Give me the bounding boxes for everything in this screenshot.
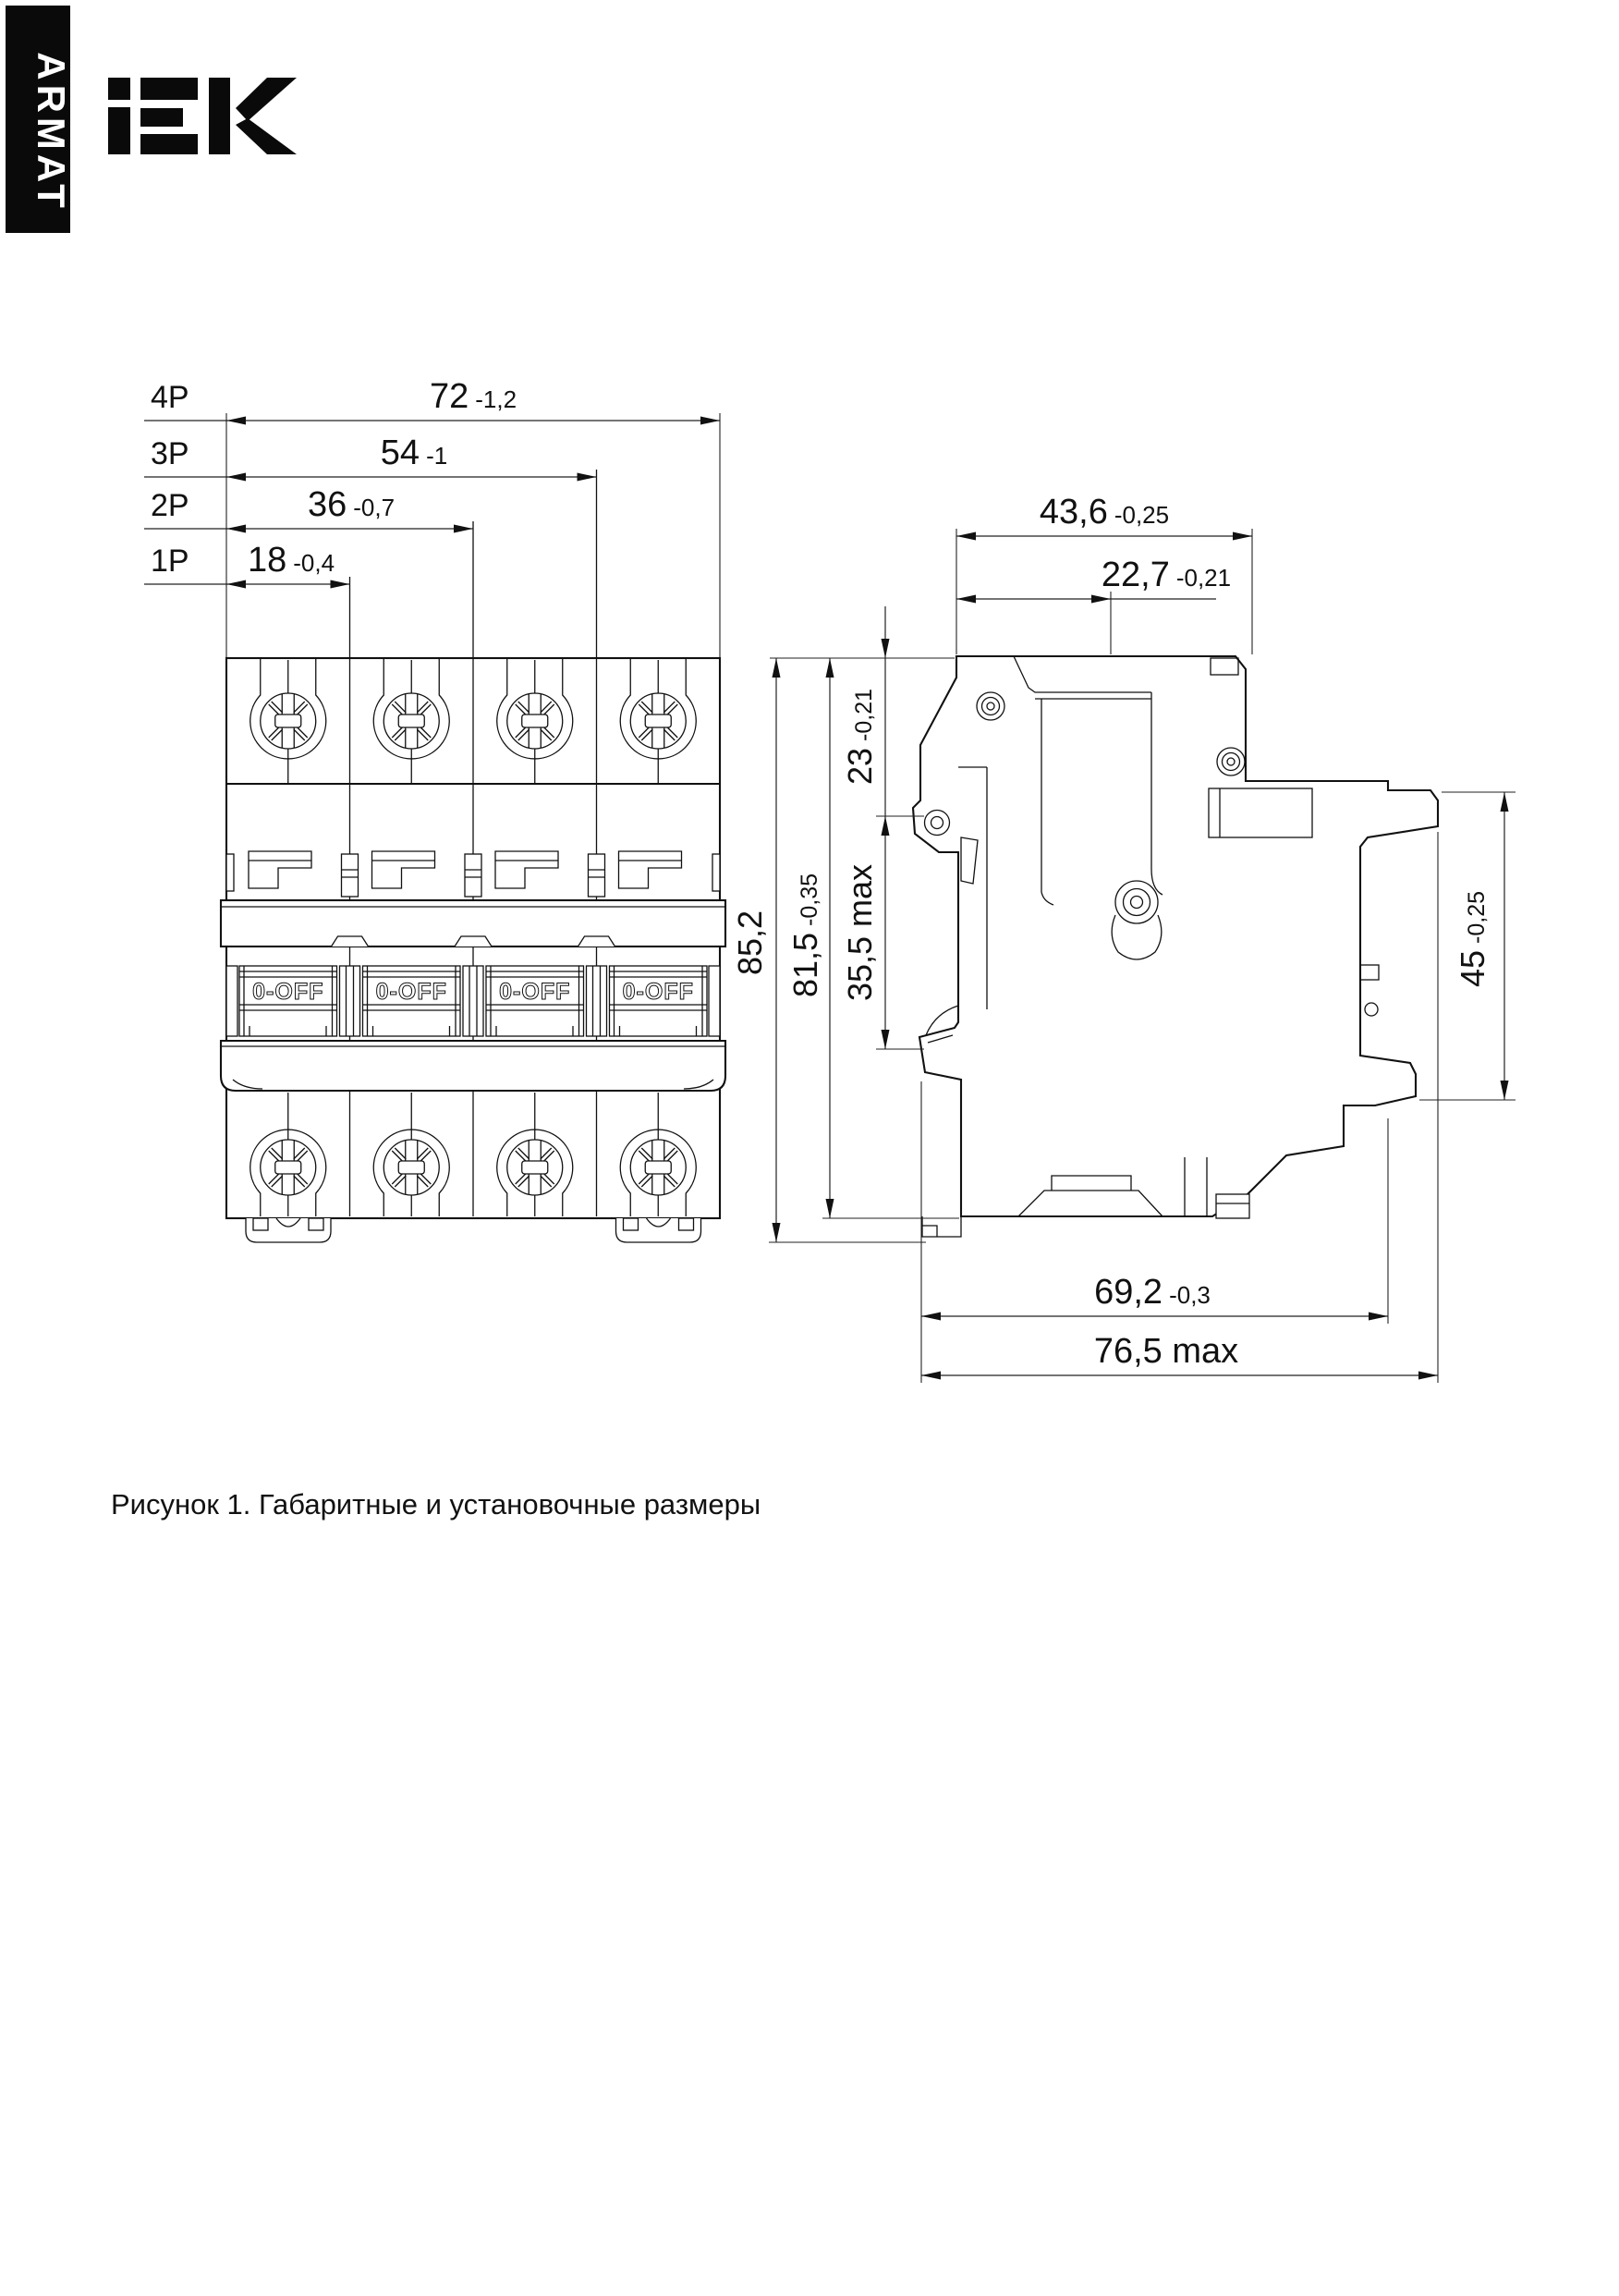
dim-3p-label: 3P xyxy=(151,436,189,471)
dim-1p-value: 18 -0,4 xyxy=(247,541,335,580)
pole-hinge xyxy=(342,854,359,897)
toggle-handle-label: 0-OFF xyxy=(252,979,324,1005)
dim-1p xyxy=(144,541,350,584)
din-tab xyxy=(246,1218,331,1242)
brand-series-label: ARMAT xyxy=(30,52,73,213)
dim-2p-value: 36 -0,7 xyxy=(307,485,396,524)
din-clip xyxy=(1216,1194,1249,1218)
dim-rail-claw-span xyxy=(1419,792,1516,1100)
dim-top-inset-value: 22,7 -0,21 xyxy=(1101,556,1232,594)
dim-1p-label: 1P xyxy=(151,543,189,579)
toggle-handle-label: 0-OFF xyxy=(375,979,447,1005)
dim-handle-protrusion xyxy=(841,816,924,1049)
dim-3p xyxy=(144,434,597,477)
dim-body-height-value: 81,5-0,35 xyxy=(786,873,824,998)
figure-caption: Рисунок 1. Габаритные и установочные размеры xyxy=(111,1488,761,1520)
dim-max-depth-value: 76,5 max xyxy=(1093,1332,1239,1371)
brand-sidebar xyxy=(6,6,73,233)
din-tab xyxy=(616,1218,701,1242)
dim-2p-label: 2P xyxy=(151,488,189,523)
front-view xyxy=(221,413,725,1242)
dim-4p-label: 4P xyxy=(151,380,189,415)
dim-top-ledge-value: 23-0,21 xyxy=(841,688,879,786)
pole-hinge xyxy=(589,854,605,897)
face-plate xyxy=(221,1041,725,1091)
side-profile-outline xyxy=(913,656,1438,1216)
toggle-handle-label: 0-OFF xyxy=(499,979,571,1005)
dim-body-depth-value: 69,2 -0,3 xyxy=(1094,1273,1211,1312)
dim-handle-protrusion-value: 35,5 max xyxy=(841,863,879,1002)
side-view xyxy=(913,656,1438,1237)
dim-top-width-value: 43,6 -0,25 xyxy=(1039,493,1170,531)
dim-4p xyxy=(144,377,720,421)
pole-hinge xyxy=(465,854,481,897)
dim-top-ledge xyxy=(841,606,924,816)
toggle-handle-label: 0-OFF xyxy=(622,979,694,1005)
dim-top-inset xyxy=(956,556,1231,654)
dim-rail-claw-span-value: 45-0,25 xyxy=(1454,890,1491,988)
iek-logo xyxy=(108,78,297,154)
dim-total-height-value: 85,2 xyxy=(731,910,769,976)
front-dimensions xyxy=(144,377,720,584)
dim-2p xyxy=(144,485,473,529)
dim-4p-value: 72 -1,2 xyxy=(429,377,517,416)
dim-total-height xyxy=(731,658,926,1242)
dim-3p-value: 54 -1 xyxy=(380,434,448,472)
